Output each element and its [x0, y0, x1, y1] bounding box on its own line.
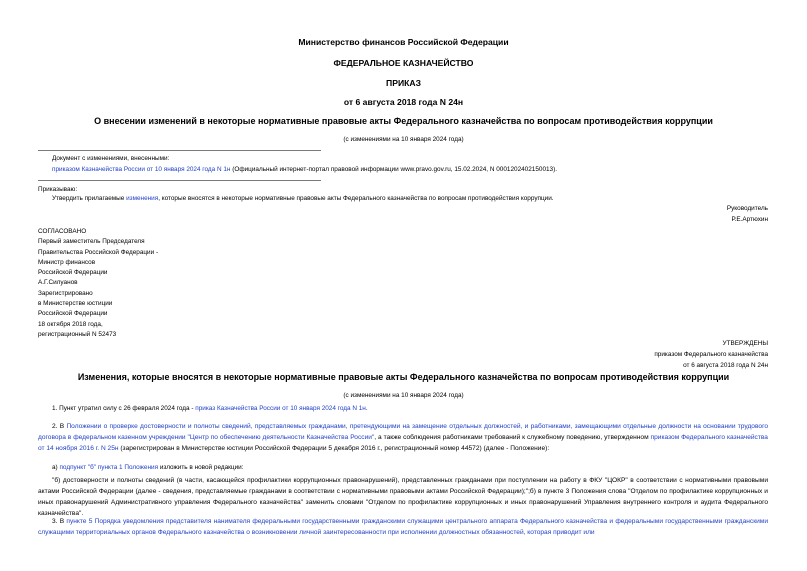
paragraph-2-link-regulation[interactable]: Положении о проверке достоверности и полноты сведений, представляемых гражданами, претендующими на замещение отдельных должностей, и работниками, замещающими отдельные должности на основании трудового договора в федеральном казенном учреждении "Центр по обеспечению деятельности Казначейства России" — [38, 423, 768, 441]
signer-name: Р.Е.Артюхин — [731, 216, 768, 223]
divider-bottom — [38, 180, 321, 181]
paragraph-1: 1. Пункт утратил силу с 26 февраля 2024 года - приказ Казначейства России от 10 января 2024 года N 1н. — [52, 405, 368, 412]
paragraph-1-link[interactable]: приказ Казначейства России от 10 января 2024 года N 1н — [195, 405, 366, 412]
ministry-name: Министерство финансов Российской Федерации — [298, 37, 509, 47]
changes-source-rest: (Официальный интернет-портал правовой информации www.pravo.gov.ru, 15.02.2024, N 0001202402150013). — [230, 166, 558, 173]
doc-type: ПРИКАЗ — [386, 78, 421, 88]
signer-title: Руководитель — [726, 205, 768, 212]
changes-source — [52, 167, 557, 173]
agreed-line: Зарегистрировано — [38, 289, 93, 297]
changes-title: Изменения, которые вносятся в некоторые нормативные правовые акты Федерального казначейства по вопросам противодействия коррупции — [77, 372, 730, 382]
agreed-line: в Министерстве юстиции — [38, 300, 113, 308]
order-changes-link[interactable]: изменения — [126, 195, 159, 202]
changes-source-link[interactable]: приказом Казначейства России от 10 января 2024 года N 1н — [52, 166, 231, 173]
paragraph-2: 2. В Положении о проверке достоверности и полноты сведений, представляемых гражданами, претендующими на замещение отдельных должностей, и работниками, замещающими отдельные должности на основании трудового договора в федеральном казенном учреждении "Центр по обеспечению деятельности Казначейства России", а также соблюдения работниками требований к служебному поведению, утвержденном приказом Федерального казначейства от 14 ноября 2016 г. N 25н (зарегистрирован в Министерстве юстиции Российской Федерации 5 декабря 2016 г., регистрационный номер 44572) (далее - Положение): — [38, 423, 768, 452]
agreed-line: Первый заместитель Председателя — [38, 238, 145, 246]
approved-line: приказом Федерального казначейства — [654, 351, 768, 358]
agreed-line: Министр финансов — [38, 258, 96, 266]
paragraph-a: а) подпункт "б" пункта 1 Положения изложить в новой редакции: — [52, 464, 244, 471]
approved-line: от 6 августа 2018 года N 24н — [683, 362, 768, 369]
paragraph-3: 3. В пункте 5 Порядка уведомления представителя нанимателя федеральными государственными гражданскими служащими центрального аппарата Федерального казначейства и федеральными государственными гражданскими служащими территориальных органов Федерального казначейства о возникновении личной заинтересованности при исполнении должностных обязанностей, которая приводит или — [38, 518, 769, 536]
agreed-line: Российской Федерации — [38, 310, 108, 318]
paragraph-2-link-order[interactable]: приказом Федерального казначейства от 14 ноября 2016 г. N 25н — [38, 434, 768, 452]
agreed-line: регистрационный N 52473 — [38, 330, 117, 338]
agreed-line: 18 октября 2018 года, — [38, 320, 103, 328]
agreed-line: Правительства Российской Федерации - — [38, 248, 159, 256]
paragraph-a-link[interactable]: подпункт "б" пункта 1 Положения — [59, 464, 159, 471]
changes-label: Документ с изменениями, внесенными: — [52, 155, 170, 162]
doc-revision: (с изменениями на 10 января 2024 года) — [343, 136, 464, 143]
agreed-line: СОГЛАСОВАНО — [38, 228, 87, 235]
order-intro: Приказываю: — [38, 186, 78, 193]
doc-title: О внесении изменений в некоторые нормативные правовые акты Федерального казначейства по вопросам противодействия коррупции — [94, 116, 713, 126]
agreed-line: Российской Федерации — [38, 269, 108, 277]
doc-date-number: от 6 августа 2018 года N 24н — [343, 97, 464, 107]
approved-line: УТВЕРЖДЕНЫ — [722, 340, 768, 347]
paragraph-3-link[interactable]: пункте 5 Порядка уведомления представителя нанимателя федеральными государственными гражданскими служащими центрального аппарата Федерального казначейства и федеральными государственными гражданскими служащими территориальных органов Федерального казначейства о возникновении личной заинтересованности при исполнении должностных обязанностей, которая приводит или — [38, 518, 769, 536]
quote-paragraph: "б) достоверности и полноты сведений (в части, касающейся профилактики коррупционных правонарушений), представленных гражданами при поступлении на работу в ФКУ "ЦОКР" в соответствии с нормативными правовыми актами Российской Федерации (далее - сведения, представляемые гражданами в соответствии с нормативными правовыми актами Российской Федерации);";б) в пункте 3 Положения слова "Отделом по профилактике коррупционных и иных правонарушений Административного управления Федерального казначейства" заменить словами "Отделом по профилактике коррупционных и иных правонарушений Управления внутреннего контроля и аудита Федерального казначейства". — [38, 477, 768, 517]
changes-revision: (с изменениями на 10 января 2024 года) — [343, 392, 464, 399]
agreed-line: А.Г.Силуанов — [38, 279, 78, 287]
order-text: Утвердить прилагаемые изменения, которые вносятся в некоторые нормативные правовые акты Федерального казначейства по вопросам противодействия коррупции. — [52, 195, 554, 202]
divider-top — [38, 150, 321, 151]
agreed-block — [38, 227, 158, 340]
agency-name: ФЕДЕРАЛЬНОЕ КАЗНАЧЕЙСТВО — [333, 58, 474, 68]
